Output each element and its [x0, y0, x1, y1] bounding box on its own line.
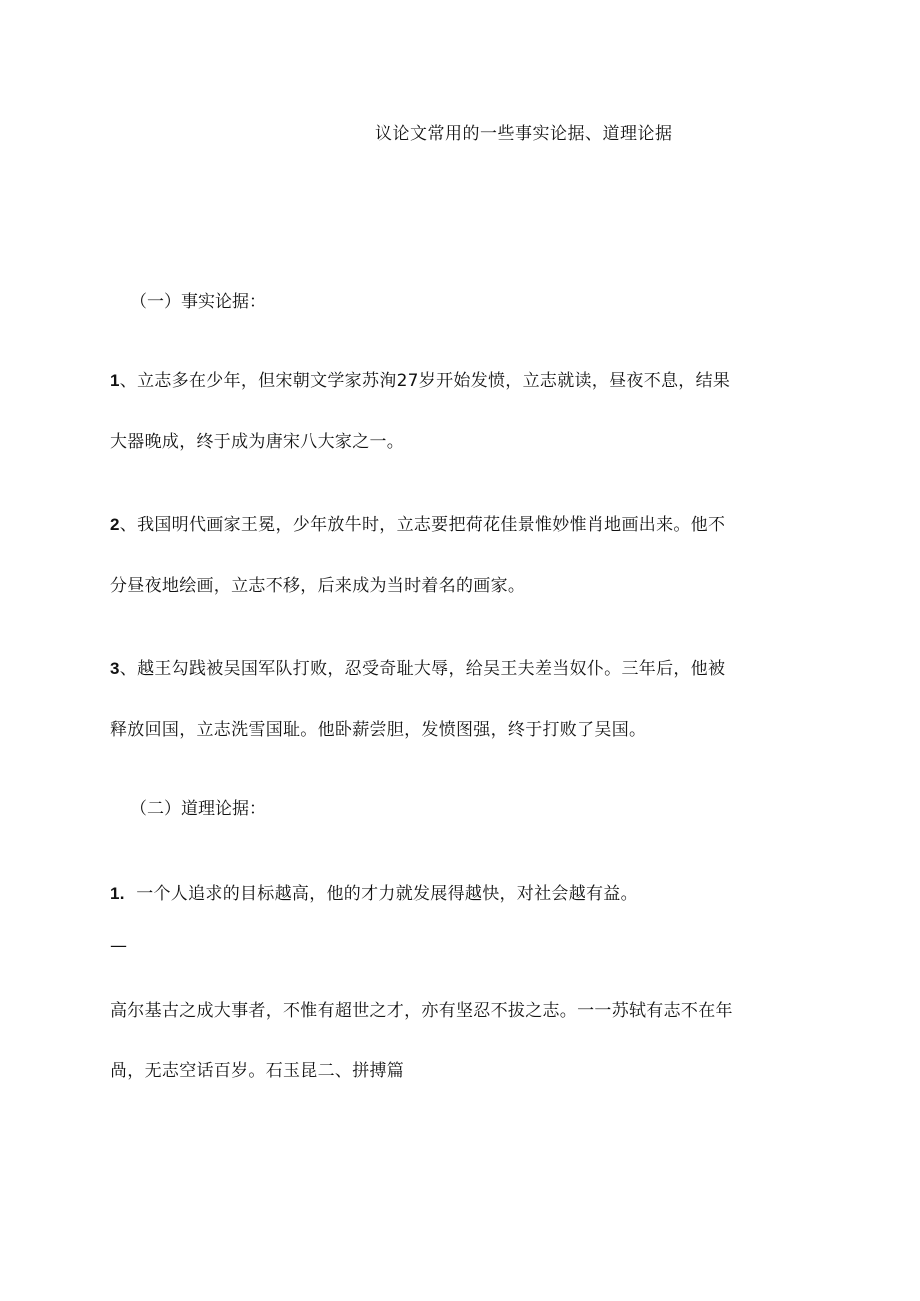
fact-item-3-text: 、越王勾践被吴国军队打败，忍受奇耻大辱，给吴王夫差当奴仆。三年后，他被 [119, 659, 726, 679]
fact-item-1-line-2: 大器晚成，终于成为唐宋八大家之一。 [110, 432, 405, 452]
fact-item-2-line-2: 分昼夜地绘画，立志不移，后来成为当时着名的画家。 [110, 576, 526, 596]
fact-item-1-line-1 [110, 366, 730, 391]
fact-item-2-text: 、我国明代画家王冕，少年放牛时，立志要把荷花佳景惟妙惟肖地画出来。他不 [119, 515, 726, 535]
reasoning-item-1-number: 1. [110, 884, 125, 903]
quote-paragraph-line-1: 高尔基古之成大事者，不惟有超世之才，亦有坚忍不拔之志。一一苏轼有志不在年 [110, 1001, 733, 1021]
fact-item-2-line-1 [110, 510, 725, 535]
fact-item-3-number: 3 [110, 659, 120, 678]
fact-item-2-number: 2 [110, 515, 120, 534]
reasoning-item-1 [110, 879, 638, 904]
document-title: 议论文常用的一些事实论据、道理论据 [375, 124, 673, 144]
fact-item-3-line-2: 释放回国，立志洗雪国耻。他卧薪尝胆，发愤图强，终于打败了吴国。 [110, 720, 647, 740]
separator-dash: — [110, 936, 127, 956]
section-heading-reasoning: （二）道理论据： [130, 799, 266, 819]
fact-item-1-text: 、立志多在少年，但宋朝文学家苏洵27岁开始发愤，立志就读，昼夜不息，结果 [119, 371, 731, 391]
section-heading-facts: （一）事实论据： [130, 292, 266, 312]
quote-paragraph-line-2: 咼，无志空话百岁。石玉昆二、拼搏篇 [110, 1061, 405, 1081]
fact-item-1-number: 1 [110, 371, 120, 390]
fact-item-3-line-1 [110, 654, 725, 679]
reasoning-item-1-text: 一个人追求的目标越高，他的才力就发展得越快，对社会越有益。 [136, 884, 638, 904]
